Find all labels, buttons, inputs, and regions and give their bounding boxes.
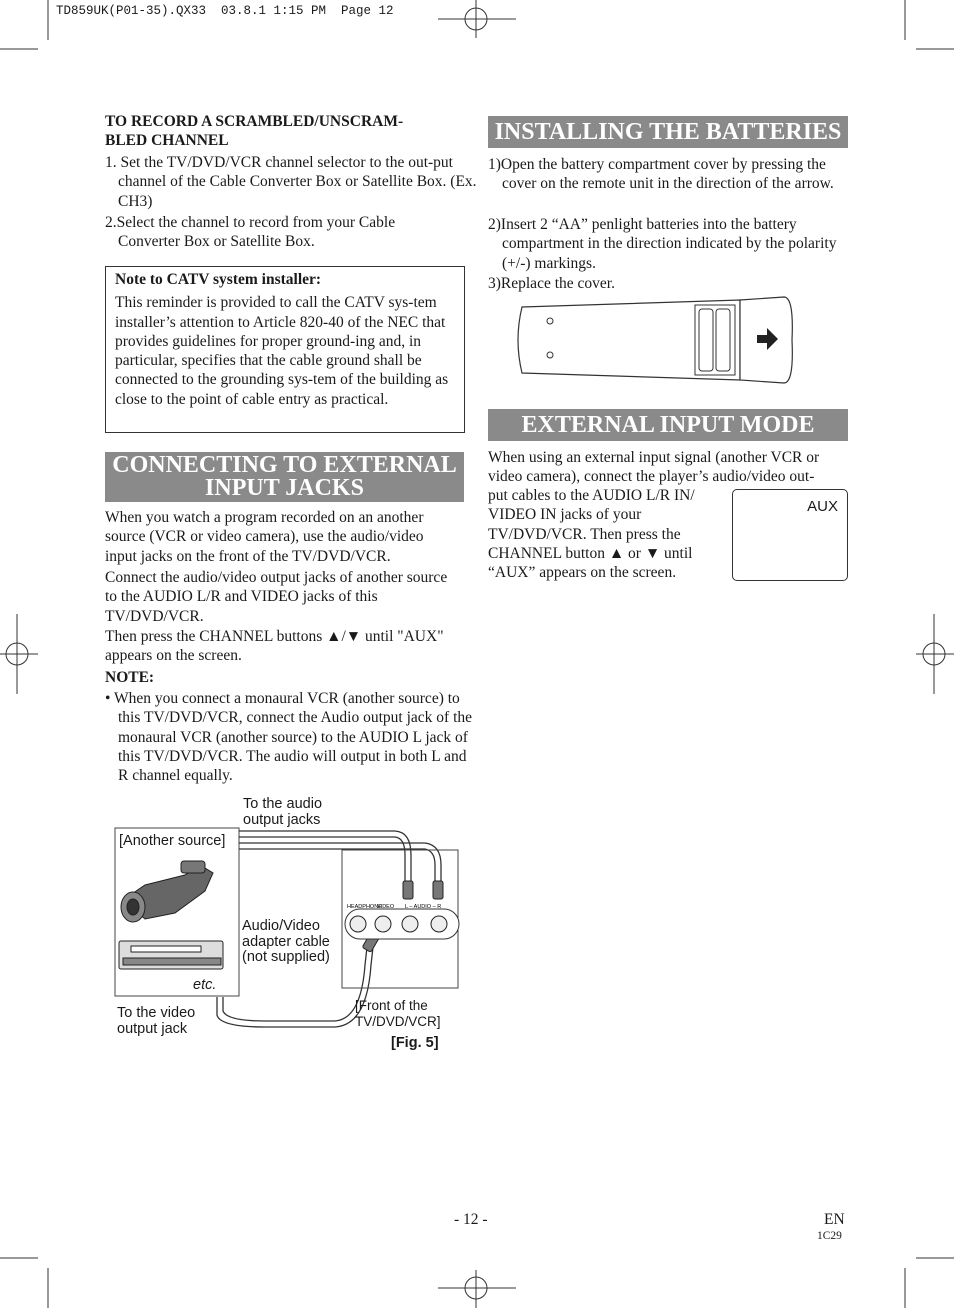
connect-heading-line1: CONNECTING TO EXTERNAL [112, 452, 457, 478]
audio-cables [239, 831, 441, 883]
note-label: NOTE: [105, 669, 155, 686]
external-paragraph-2: put cables to the AUDIO L/R IN/ VIDEO IN jacks of your TV/DVD/VCR. Then press the CHANNEL button ▲ or ▼ until “AUX” appears on the screen. [488, 487, 695, 582]
catv-note-title: Note to CATV system installer: [115, 271, 322, 288]
etc-label: etc. [193, 977, 217, 993]
external-input-heading: EXTERNAL INPUT MODE [488, 409, 848, 441]
battery-step-2: 2)Insert 2 “AA” penlight batteries into the battery compartment in the direction indicated by the polarity (+/-) markings. [488, 216, 837, 272]
video-output-label: To the video output jack [117, 1005, 196, 1037]
registration-mark-left [0, 614, 38, 694]
camcorder-icon [121, 861, 213, 922]
connect-paragraph-3: Then press the CHANNEL buttons ▲/▼ until "AUX" appears on the screen. [105, 628, 444, 665]
battery-1 [699, 309, 713, 371]
fig-label: [Fig. 5] [391, 1035, 439, 1051]
cable-label: Audio/Video adapter cable (not supplied) [242, 918, 330, 965]
panel-headphone-label: HEADPHONE [347, 904, 382, 910]
battery-step-1: 1)Open the battery compartment cover by pressing the cover on the remote unit in the direction of the arrow. [488, 156, 834, 193]
page-number: - 12 - [454, 1211, 488, 1228]
catv-note-text: This reminder is provided to call the CATV sys-tem installer’s attention to Article 820-40 of the NEC that provides guidelines for proper ground-ing and, in particular, specifies that the cable ground shall be connected to the grounding sys-tem of the building as close to the point of cable entry as practical. [115, 294, 449, 408]
aux-screen-text: AUX [807, 498, 838, 515]
note-bullet: • When you connect a monaural VCR (another source) to this TV/DVD/VCR, connect the Audio output jack of the monaural VCR (another source) to the AUDIO L jack of this TV/DVD/VCR. The audio will output in both L and R channel equally. [105, 690, 473, 785]
battery-heading: INSTALLING THE BATTERIES [488, 116, 848, 148]
another-source-label: [Another source] [119, 833, 226, 849]
panel-audio-label: L – AUDIO – R [405, 904, 442, 910]
doc-code: 1C29 [817, 1230, 842, 1242]
front-of-tv-label: [Front of the TV/DVD/VCR] [355, 998, 441, 1029]
battery-step-3: 3)Replace the cover. [488, 275, 615, 292]
connect-heading [105, 452, 464, 502]
battery-2 [716, 309, 730, 371]
remote-battery-illustration [512, 295, 797, 385]
record-step-1: 1. Set the TV/DVD/VCR channel selector to the out-put channel of the Cable Converter Box or Satellite Box. (Ex. CH3) [105, 154, 477, 210]
language-code: EN [824, 1211, 845, 1228]
catv-note-box [105, 266, 465, 433]
registration-mark-bottom [438, 1270, 516, 1308]
print-slug: TD859UK(P01-35).QX33 03.8.1 1:15 PM Page 12 [56, 4, 394, 18]
record-step-2: 2.Select the channel to record from your Cable Converter Box or Satellite Box. [105, 214, 396, 251]
record-heading: TO RECORD A SCRAMBLED/UNSCRAM-BLED CHANNEL [105, 113, 404, 150]
aux-screen [732, 489, 848, 581]
registration-mark-top [438, 0, 516, 38]
panel-video-label: VIDEO [377, 904, 395, 910]
connect-paragraph-1: When you watch a program recorded on an another source (VCR or video camera), use the audio/video input jacks on the front of the TV/DVD/VCR. [105, 509, 424, 565]
registration-mark-right [916, 614, 954, 694]
audio-output-label: To the audio output jacks [243, 796, 323, 828]
vcr-icon [119, 941, 223, 969]
external-paragraph-1: When using an external input signal (another VCR or video camera), connect the player’s audio/video out- [488, 449, 820, 486]
connect-paragraph-2: Connect the audio/video output jacks of another source to the AUDIO L/R and VIDEO jacks of this TV/DVD/VCR. [105, 569, 448, 625]
connect-heading-line2: INPUT JACKS [205, 475, 364, 501]
